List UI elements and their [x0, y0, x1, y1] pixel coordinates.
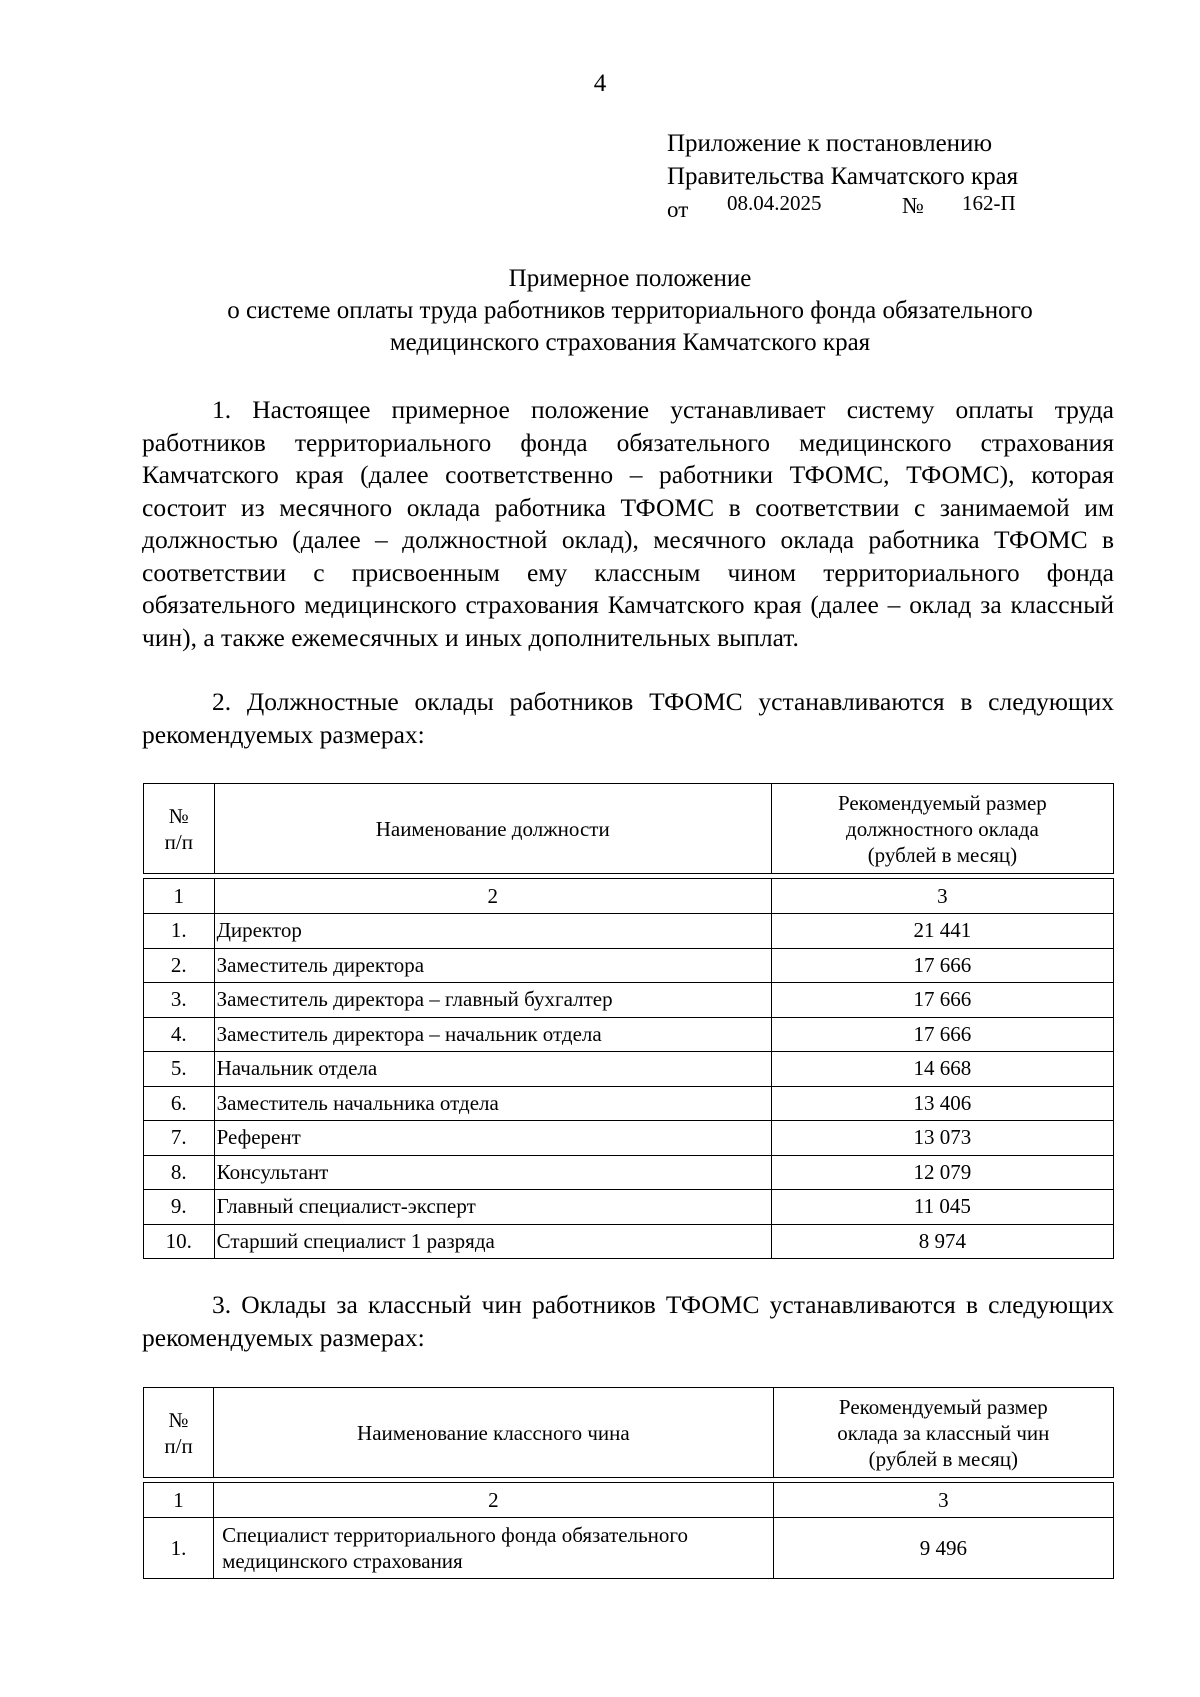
table-header-row — [144, 784, 1114, 874]
index-cell: 2 — [214, 879, 771, 914]
table-row — [144, 1052, 1114, 1087]
row-no: 7. — [144, 1121, 215, 1156]
row-no: 5. — [144, 1052, 215, 1087]
paragraph-2: 2. Должностные оклады работников ТФОМС устанавливаются в следующих рекомендуемых размерах: — [142, 687, 1114, 749]
row-rank-line-2: медицинского страхования — [222, 1549, 463, 1573]
header-amount-line-3: (рублей в месяц) — [867, 842, 1018, 867]
table-row — [144, 914, 1114, 949]
header-amount-line-2: оклада за классный чин — [837, 1420, 1050, 1445]
row-amount: 14 668 — [771, 1052, 1113, 1087]
page-number: 4 — [593, 70, 607, 97]
annex-date: 08.04.2025 — [727, 191, 822, 215]
annex-ot: от — [667, 197, 689, 222]
salary-table — [143, 783, 1114, 1259]
title-line-1: Примерное положение — [508, 265, 752, 292]
row-no: 3. — [144, 983, 215, 1018]
index-cell: 1 — [144, 879, 215, 914]
table-row — [144, 1017, 1114, 1052]
row-position: Заместитель директора – начальник отдела — [214, 1017, 771, 1052]
row-position: Консультант — [214, 1155, 771, 1190]
table-index-row — [144, 1483, 1114, 1518]
row-position: Старший специалист 1 разряда — [214, 1224, 771, 1259]
header-rank: Наименование классного чина — [214, 1388, 774, 1478]
row-no: 1. — [144, 914, 215, 949]
header-no — [144, 784, 215, 874]
header-amount — [771, 784, 1113, 874]
row-position: Начальник отдела — [214, 1052, 771, 1087]
table-row — [144, 983, 1114, 1018]
header-amount — [773, 1388, 1113, 1478]
annex-line-1: Приложение к постановлению — [667, 130, 993, 157]
row-no: 9. — [144, 1190, 215, 1225]
annex-line-2: Правительства Камчатского края — [667, 163, 1019, 190]
header-amount-line-3: (рублей в месяц) — [868, 1446, 1019, 1471]
header-no-line-2: п/п — [164, 1433, 193, 1458]
row-no: 6. — [144, 1086, 215, 1121]
annex-number: 162-П — [962, 191, 1016, 215]
row-amount: 8 974 — [771, 1224, 1113, 1259]
header-position: Наименование должности — [214, 784, 771, 874]
index-cell: 3 — [771, 879, 1113, 914]
row-position: Заместитель директора – главный бухгалтер — [214, 983, 771, 1018]
row-no: 4. — [144, 1017, 215, 1052]
header-no-line-1: № — [168, 1407, 189, 1432]
class-rank-table — [143, 1387, 1114, 1579]
row-no: 2. — [144, 948, 215, 983]
row-no: 8. — [144, 1155, 215, 1190]
row-amount: 13 073 — [771, 1121, 1113, 1156]
document-title — [0, 263, 1200, 359]
index-cell: 1 — [144, 1483, 214, 1518]
row-amount: 11 045 — [771, 1190, 1113, 1225]
table-row — [144, 1224, 1114, 1259]
header-amount-line-1: Рекомендуемый размер — [837, 790, 1047, 815]
paragraph-3: 3. Оклады за классный чин работников ТФОМС устанавливаются в следующих рекомендуемых размерах: — [142, 1290, 1114, 1352]
row-amount: 21 441 — [771, 914, 1113, 949]
row-position: Главный специалист-эксперт — [214, 1190, 771, 1225]
row-amount: 17 666 — [771, 948, 1113, 983]
index-cell: 3 — [773, 1483, 1113, 1518]
row-amount: 13 406 — [771, 1086, 1113, 1121]
row-position: Заместитель директора — [214, 948, 771, 983]
row-rank — [214, 1518, 774, 1579]
row-position: Референт — [214, 1121, 771, 1156]
header-no — [144, 1388, 214, 1478]
header-amount-line-2: должностного оклада — [846, 816, 1039, 841]
index-cell: 2 — [214, 1483, 774, 1518]
header-amount-line-1: Рекомендуемый размер — [838, 1394, 1048, 1419]
row-amount: 12 079 — [771, 1155, 1113, 1190]
row-no: 10. — [144, 1224, 215, 1259]
table-row — [144, 1190, 1114, 1225]
table-row — [144, 1121, 1114, 1156]
row-amount: 9 496 — [773, 1518, 1113, 1579]
table-header-row — [144, 1388, 1114, 1478]
table-row — [144, 1518, 1114, 1579]
row-no: 1. — [144, 1518, 214, 1579]
row-amount: 17 666 — [771, 1017, 1113, 1052]
header-no-line-1: № — [168, 803, 189, 828]
annex-block — [667, 127, 1019, 222]
table-row — [144, 1086, 1114, 1121]
annex-number-sign: № — [902, 193, 924, 218]
title-line-3: медицинского страхования Камчатского края — [389, 329, 871, 356]
table-row — [144, 948, 1114, 983]
row-position: Директор — [214, 914, 771, 949]
row-position: Заместитель начальника отдела — [214, 1086, 771, 1121]
paragraph-1: 1. Настоящее примерное положение устанавливает систему оплаты труда работников территориального фонда обязательного медицинского страхования Камчатского края (далее соответственно – работники ТФОМС, ТФОМС), которая состоит из месячного оклада работника ТФОМС в соответствии с занимаемой им должностью (далее – должностной оклад), месячного оклада работника ТФОМС в соответствии с присвоенным ему классным чином территориального фонда обязательного медицинского страхования Камчатского края (далее – оклад за классный чин), а также ежемесячных и иных дополнительных выплат. — [142, 395, 1114, 652]
title-line-2: о системе оплаты труда работников территориального фонда обязательного — [227, 297, 1033, 324]
table-row — [144, 1155, 1114, 1190]
table-index-row — [144, 879, 1114, 914]
row-amount: 17 666 — [771, 983, 1113, 1018]
row-rank-line-1: Специалист территориального фонда обязательного — [222, 1523, 688, 1547]
header-no-line-2: п/п — [164, 829, 193, 854]
